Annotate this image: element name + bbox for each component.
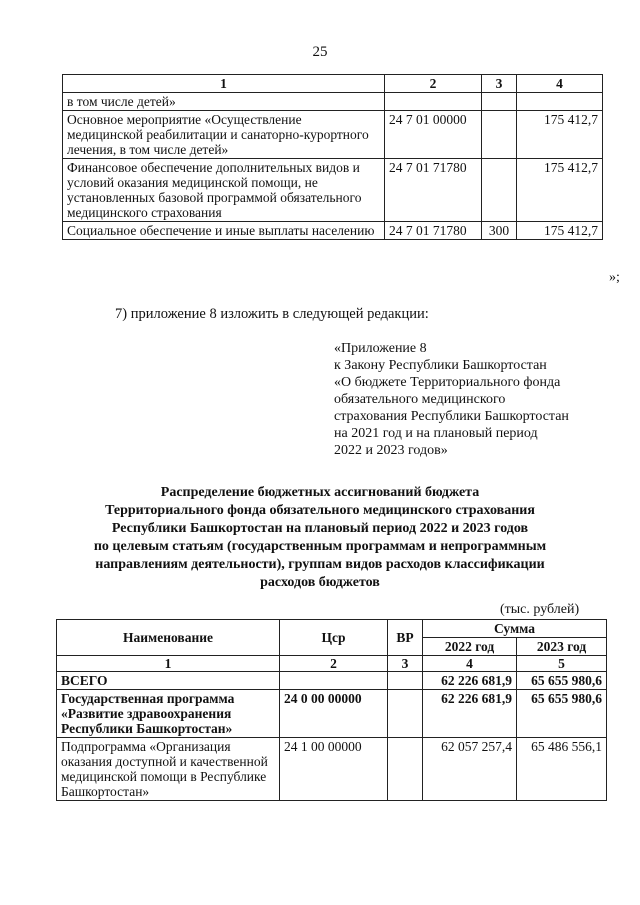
row-2023: 65 486 556,1 (517, 738, 607, 801)
row-vr (388, 672, 423, 690)
header-2022: 2022 год (423, 638, 517, 656)
col-number: 2 (385, 75, 482, 93)
title-line: Распределение бюджетных ассигнований бюджета (160, 485, 480, 500)
col-number: 5 (517, 656, 607, 672)
appendix-header (334, 340, 614, 459)
row-name: ВСЕГО (57, 672, 280, 690)
row-name: Социальное обеспечение и иные выплаты населению (63, 222, 385, 240)
title-line: Территориального фонда обязательного медицинского страхования (105, 503, 535, 518)
table-row (57, 672, 607, 690)
row-vr (482, 111, 517, 159)
col-number: 3 (388, 656, 423, 672)
units-label: (тыс. рублей) (500, 602, 580, 617)
row-code: 24 7 01 00000 (385, 111, 482, 159)
col-number: 4 (517, 75, 603, 93)
row-vr: 300 (482, 222, 517, 240)
table-row (57, 738, 607, 801)
title-line: расходов бюджетов (260, 575, 380, 590)
table-header-row (63, 75, 603, 93)
col-number: 1 (57, 656, 280, 672)
appendix-line: 2022 и 2023 годов» (334, 443, 448, 458)
appendix-line: на 2021 год и на плановый период (334, 426, 538, 441)
appendix-line: страхования Республики Башкортостан (334, 409, 569, 424)
table-row (63, 222, 603, 240)
table-row (63, 111, 603, 159)
row-name: Основное мероприятие «Осуществление медицинской реабилитации и санаторно-курортного лечения, в том числе детей» (63, 111, 385, 159)
row-amount (517, 93, 603, 111)
amendment-item-7: 7) приложение 8 изложить в следующей редакции: (115, 306, 429, 322)
closing-quote-mark: »; (609, 270, 620, 285)
document-title (20, 484, 620, 592)
table-row (63, 93, 603, 111)
appendix-line: к Закону Республики Башкортостан (334, 358, 547, 373)
row-code: 24 7 01 71780 (385, 222, 482, 240)
row-csr (280, 672, 388, 690)
row-amount: 175 412,7 (517, 159, 603, 222)
appendix-line: «Приложение 8 (334, 341, 427, 356)
row-name: Государственная программа «Развитие здравоохранения Республики Башкортостан» (57, 690, 280, 738)
title-line: направлениям деятельности), группам видов расходов классификации (95, 557, 545, 572)
row-2022: 62 226 681,9 (423, 672, 517, 690)
col-number: 4 (423, 656, 517, 672)
row-vr (482, 159, 517, 222)
row-code: 24 7 01 71780 (385, 159, 482, 222)
row-2023: 65 655 980,6 (517, 672, 607, 690)
page-number: 25 (312, 44, 328, 60)
row-2022: 62 226 681,9 (423, 690, 517, 738)
header-vr: ВР (388, 620, 423, 656)
row-csr: 24 1 00 00000 (280, 738, 388, 801)
appendix-line: «О бюджете Территориального фонда (334, 375, 561, 390)
col-number: 3 (482, 75, 517, 93)
header-sum: Сумма (423, 620, 607, 638)
title-line: Республики Башкортостан на плановый период 2022 и 2023 годов (111, 521, 529, 536)
title-line: по целевым статьям (государственным программам и непрограммным (93, 539, 547, 554)
row-vr (388, 738, 423, 801)
header-2023: 2023 год (517, 638, 607, 656)
row-amount: 175 412,7 (517, 111, 603, 159)
row-2022: 62 057 257,4 (423, 738, 517, 801)
col-number: 2 (280, 656, 388, 672)
header-name: Наименование (57, 620, 280, 656)
table-row (57, 690, 607, 738)
row-name: Подпрограмма «Организация оказания доступной и качественной медицинской помощи в Республике Башкортостан» (57, 738, 280, 801)
appendix-line: обязательного медицинского (334, 392, 506, 407)
budget-table (56, 619, 607, 801)
col-number: 1 (63, 75, 385, 93)
table-header-row (57, 620, 607, 638)
row-name: Финансовое обеспечение дополнительных видов и условий оказания медицинской помощи, не установленных базовой программой обязательного медицинского страхования (63, 159, 385, 222)
row-name: в том числе детей» (63, 93, 385, 111)
row-vr (388, 690, 423, 738)
row-code (385, 93, 482, 111)
header-csr: Цср (280, 620, 388, 656)
continuation-table (62, 74, 603, 240)
row-amount: 175 412,7 (517, 222, 603, 240)
table-row (63, 159, 603, 222)
row-csr: 24 0 00 00000 (280, 690, 388, 738)
row-vr (482, 93, 517, 111)
row-2023: 65 655 980,6 (517, 690, 607, 738)
column-number-row (57, 656, 607, 672)
